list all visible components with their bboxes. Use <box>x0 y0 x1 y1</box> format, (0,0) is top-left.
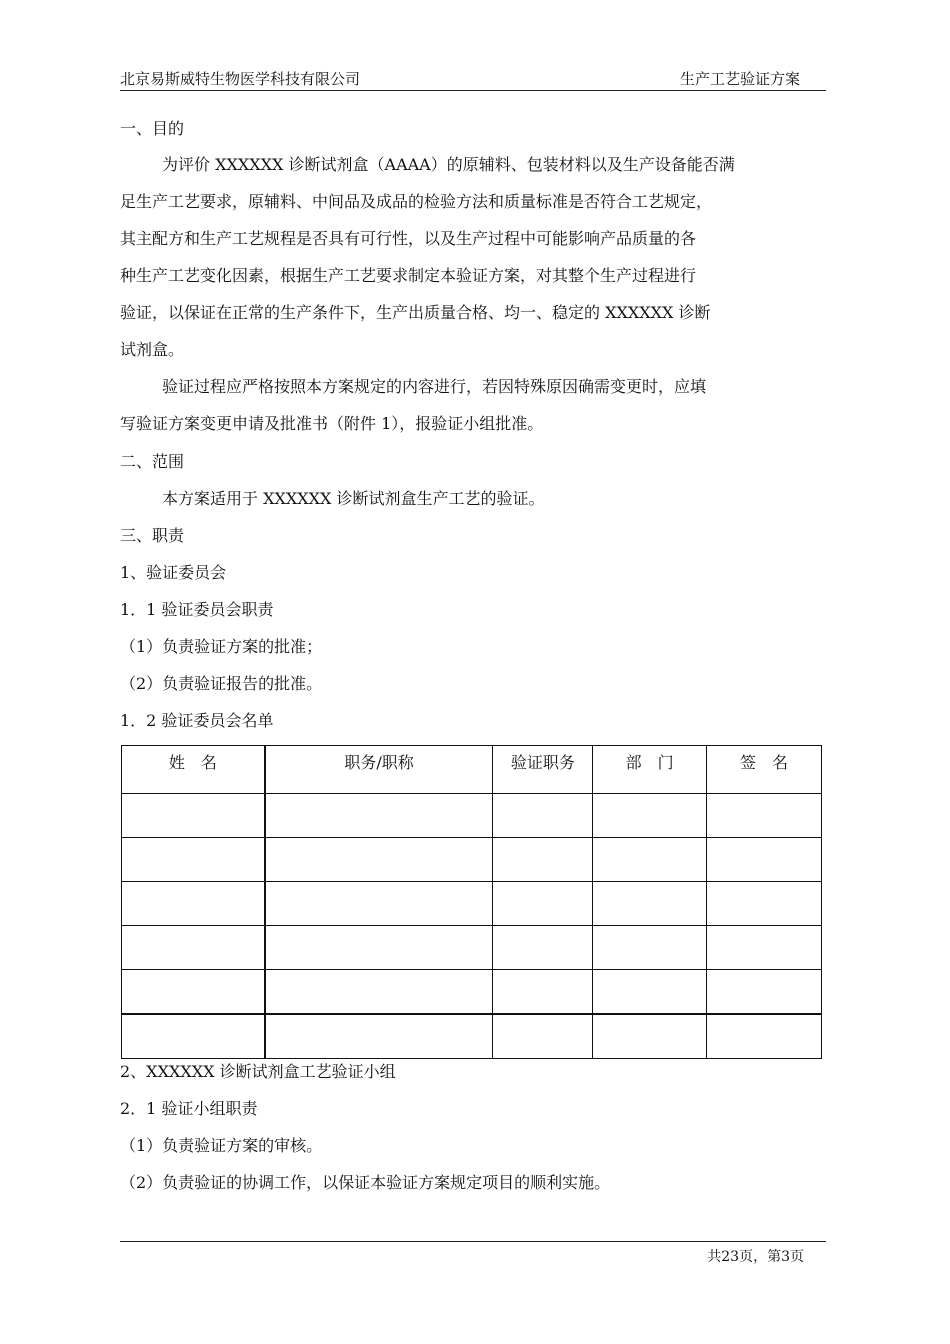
table-row <box>122 838 822 882</box>
committee-member-table <box>121 745 822 1059</box>
list-item: （2）负责验证报告的批准。 <box>120 674 323 693</box>
table-cell <box>122 882 265 926</box>
table-cell <box>593 882 707 926</box>
table-cell <box>593 794 707 838</box>
paragraph-line: 足生产工艺要求，原辅料、中间品及成品的检验方法和质量标准是否符合工艺规定， <box>120 192 713 211</box>
table-cell <box>593 1014 707 1059</box>
column-header: 签 名 <box>707 746 822 794</box>
table-cell <box>707 794 822 838</box>
page-header <box>120 66 826 91</box>
document-title: 生产工艺验证方案 <box>679 70 800 88</box>
section-heading-purpose: 一、目的 <box>120 119 185 138</box>
table-cell <box>707 838 822 882</box>
table-cell <box>493 926 593 970</box>
table-cell <box>122 794 265 838</box>
paragraph-line: 验证过程应严格按照本方案规定的内容进行，若因特殊原因确需变更时，应填 <box>162 377 707 396</box>
table-cell <box>265 1014 493 1059</box>
table-cell <box>493 794 593 838</box>
table-row <box>122 794 822 838</box>
section-heading-scope: 二、范围 <box>120 452 185 471</box>
column-header: 姓 名 <box>122 746 265 794</box>
table-cell <box>707 882 822 926</box>
paragraph-line: 本方案适用于 XXXXXX 诊断试剂盒生产工艺的验证。 <box>162 489 545 508</box>
column-header: 部 门 <box>593 746 707 794</box>
column-header: 职务/职称 <box>265 746 493 794</box>
table-cell <box>265 926 493 970</box>
subsection-heading: 1．2 验证委员会名单 <box>120 711 274 730</box>
table-cell <box>122 970 265 1015</box>
table-cell <box>122 838 265 882</box>
subsection-heading: 1．1 验证委员会职责 <box>120 600 274 619</box>
table-cell <box>122 926 265 970</box>
table-cell <box>593 970 707 1015</box>
company-name: 北京易斯威特生物医学科技有限公司 <box>120 70 361 88</box>
subsection-heading: 2．1 验证小组职责 <box>120 1099 258 1118</box>
footer-divider <box>120 1241 826 1242</box>
subsection-heading: 1、验证委员会 <box>120 563 227 582</box>
table-cell <box>707 1014 822 1059</box>
paragraph-line: 写验证方案变更申请及批准书（附件 1），报验证小组批准。 <box>120 414 544 433</box>
table-cell <box>122 1014 265 1059</box>
table-cell <box>707 926 822 970</box>
paragraph-line: 验证，以保证在正常的生产条件下，生产出质量合格、均一、稳定的 XXXXXX 诊断 <box>120 303 711 322</box>
column-header: 验证职务 <box>493 746 593 794</box>
section-heading-duties: 三、职责 <box>120 526 185 545</box>
subsection-heading: 2、XXXXXX 诊断试剂盒工艺验证小组 <box>120 1062 396 1081</box>
list-item: （1）负责验证方案的审核。 <box>120 1136 323 1155</box>
table-cell <box>265 882 493 926</box>
list-item: （2）负责验证的协调工作，以保证本验证方案规定项目的顺利实施。 <box>120 1173 611 1192</box>
table-cell <box>493 1014 593 1059</box>
page-number: 共23页，第3页 <box>707 1249 804 1265</box>
list-item: （1）负责验证方案的批准； <box>120 637 323 656</box>
table-cell <box>265 970 493 1015</box>
table-cell <box>493 838 593 882</box>
table-cell <box>265 794 493 838</box>
table-cell <box>707 970 822 1015</box>
table-cell <box>493 882 593 926</box>
table-cell <box>593 838 707 882</box>
paragraph-line: 试剂盒。 <box>120 340 185 359</box>
table-header-row <box>122 746 822 794</box>
paragraph-line: 为评价 XXXXXX 诊断试剂盒（AAAA）的原辅料、包装材料以及生产设备能否满 <box>162 155 735 174</box>
table-row <box>122 926 822 970</box>
table-cell <box>593 926 707 970</box>
table-row <box>122 882 822 926</box>
table-cell <box>265 838 493 882</box>
paragraph-line: 其主配方和生产工艺规程是否具有可行性，以及生产过程中可能影响产品质量的各 <box>120 229 697 248</box>
paragraph-line: 种生产工艺变化因素，根据生产工艺要求制定本验证方案，对其整个生产过程进行 <box>120 266 697 285</box>
table-cell <box>493 970 593 1015</box>
table-row <box>122 970 822 1015</box>
table-row <box>122 1014 822 1059</box>
